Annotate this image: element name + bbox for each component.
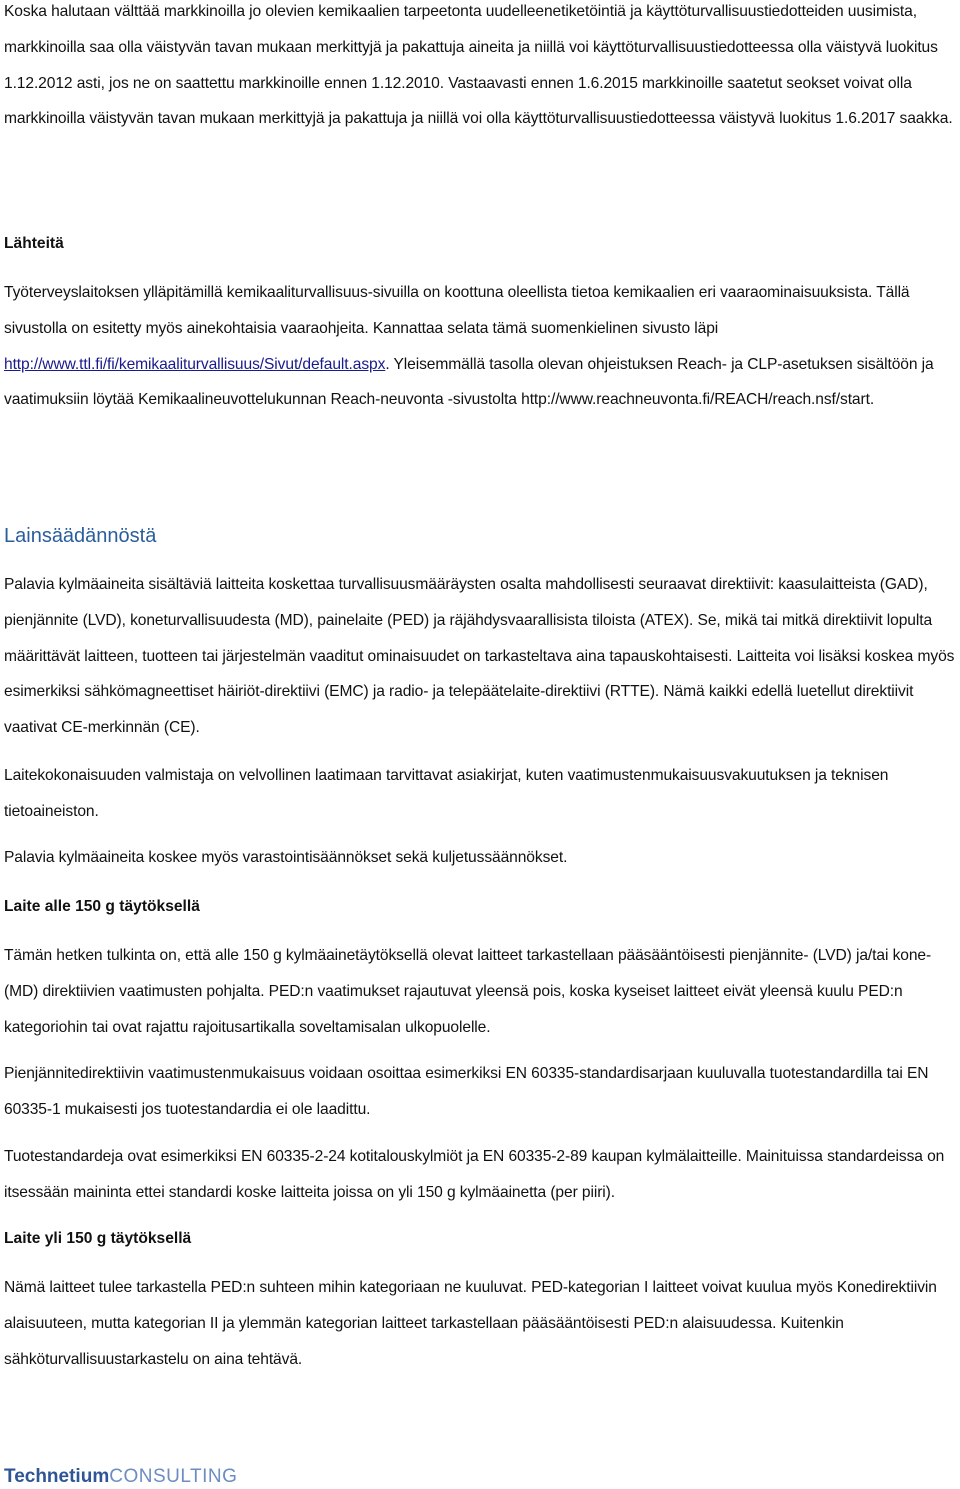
legislation-heading: Lainsäädännöstä xyxy=(4,525,157,547)
sources-text-before: Työterveyslaitoksen ylläpitämillä kemikaaliturvallisuus-sivuilla on koottuna oleellista tietoa kemikaalien eri vaaraominaisuuksista. Tällä sivustolla on esitetty myös ainekohtaisia vaaraohjeita. Kannattaa selata tämä suomenkielinen sivusto läpi xyxy=(4,284,910,337)
over150-heading: Laite yli 150 g täytöksellä xyxy=(4,1230,192,1247)
intro-paragraph: Koska halutaan välttää markkinoilla jo olevien kemikaalien tarpeetonta uudelleenetiketöintiä ja käyttöturvallisuustiedotteiden uusimista, markkinoilla saa olla väistyvän tavan mukaan merkittyjä ja pakattuja aineita ja niillä voi käyttöturvallisuustiedotteessa olla väistyvä luokitus 1.12.2012 asti, jos ne on saattettu markkinoille ennen 1.12.2010. Vastaavasti ennen 1.6.2015 markkinoille saatetut seokset voivat olla markkinoilla väistyvän tavan mukaan merkittyjä ja pakattuja ja niillä voi olla käyttöturvallisuustiedotteessa väistyvä luokitus 1.6.2017 saakka. xyxy=(4,3,953,128)
sources-text-after: . Yleisemmällä tasolla olevan ohjeistuksen Reach- ja CLP-asetuksen sisältöön ja vaatimuksiin löytää Kemikaalineuvottelukunnan Reach-neuvonta -sivustolta http://www.reachneuvonta.fi/REACH/reach.nsf/start. xyxy=(4,355,934,409)
legislation-paragraph-1: Palavia kylmäaineita sisältäviä laitteita koskettaa turvallisuusmääräysten osalta mahdollisesti seuraavat direktiivit: kaasulaitteista (GAD), pienjännite (LVD), koneturvallisuudesta (MD), painelaite (PED) ja räjähdysvaarallisista tiloista (ATEX). Se, mikä tai mitkä direktiivit lopulta määrittävät laitteen, tuotteen tai järjestelmän vaaditut ominaisuudet on tarkasteltava aina tapauskohtaisesti. Laitteita voi lisäksi koskea myös esimerkiksi sähkömagneettiset häiriöt-direktiivi (EMC) ja radio- ja telepäätelaite-direktiivi (RTTE). Nämä kaikki edellä luetellut direktiivit vaativat CE-merkinnän (CE). xyxy=(4,576,955,737)
sources-heading: Lähteitä xyxy=(4,235,64,252)
logo-consulting: CONSULTING xyxy=(109,1466,238,1487)
under150-paragraph-1: Tämän hetken tulkinta on, että alle 150 g kylmäainetäytöksellä olevat laitteet tarkastellaan pääsääntöisesti pienjännite- (LVD) ja/tai kone- (MD) direktiivien vaatimusten pohjalta. PED:n vaatimukset rajautuvat yleensä pois, koska kyseiset laitteet eivät yleensä kuulu PED:n kategoriohin tai ovat rajattu rajoitusartikalla soveltamisalan ulkopuolelle. xyxy=(4,947,932,1036)
over150-paragraph-1: Nämä laitteet tulee tarkastella PED:n suhteen mihin kategoriaan ne kuuluvat. PED-kategorian I laitteet voivat kuulua myös Konedirektiivin alaisuuteen, mutta kategorian II ja ylemmän kategorian laitteet tarkastellaan pääsääntöisesti PED:n alaisuudessa. Kuitenkin sähköturvallisuustarkastelu on aina tehtävä. xyxy=(4,1279,937,1368)
under150-paragraph-3: Tuotestandardeja ovat esimerkiksi EN 60335-2-24 kotitalouskylmiöt ja EN 60335-2-89 kaupan kylmälaitteille. Mainituissa standardeissa on itsessään maininta ettei standardi koske laitteita joissa on yli 150 g kylmäainetta (per piiri). xyxy=(4,1148,945,1201)
under150-paragraph-2: Pienjännitedirektiivin vaatimustenmukaisuus voidaan osoittaa esimerkiksi EN 60335-standardisarjaan kuuluvalla tuotestandardilla tai EN 60335-1 mukaisesti jos tuotestandardia ei ole laadittu. xyxy=(4,1065,929,1118)
legislation-paragraph-2: Laitekokonaisuuden valmistaja on velvollinen laatimaan tarvittavat asiakirjat, kuten vaatimustenmukaisuusvakuutuksen ja teknisen tietoaineiston. xyxy=(4,767,889,820)
legislation-paragraph-3: Palavia kylmäaineita koskee myös varastointisäännökset sekä kuljetussäännökset. xyxy=(4,849,568,866)
ttl-link[interactable]: http://www.ttl.fi/fi/kemikaaliturvallisuus/Sivut/default.aspx xyxy=(4,355,386,373)
under150-heading: Laite alle 150 g täytöksellä xyxy=(4,898,200,915)
logo-technetium: Technetium xyxy=(4,1466,110,1487)
sources-paragraph xyxy=(4,275,956,418)
technetium-consulting-logo xyxy=(4,1465,237,1489)
